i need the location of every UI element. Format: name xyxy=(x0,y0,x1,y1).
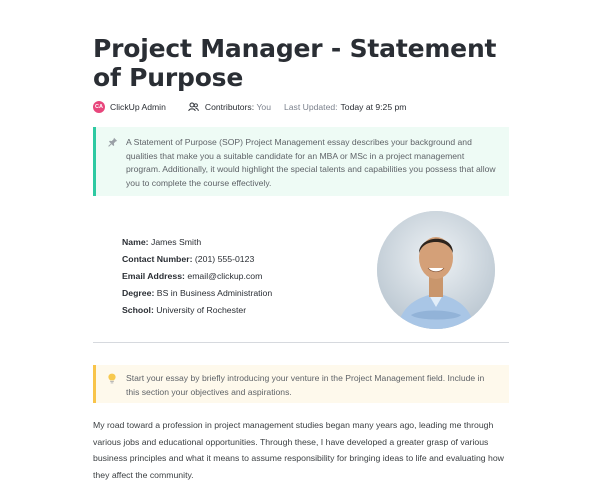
contributors-icon xyxy=(188,101,200,113)
name-label: Name: xyxy=(122,237,149,247)
email-label: Email Address: xyxy=(122,270,185,281)
tip-callout xyxy=(93,365,509,403)
profile-details xyxy=(122,234,272,319)
profile-name-row xyxy=(122,234,272,251)
profile-photo xyxy=(377,211,495,329)
name-value: James Smith xyxy=(150,237,202,247)
profile-degree-row xyxy=(122,285,272,302)
intro-callout xyxy=(93,127,509,196)
author-avatar[interactable]: CA xyxy=(93,101,105,113)
page-title: Project Manager - Statement of Purpose xyxy=(93,34,497,92)
phone-label: Contact Number: xyxy=(122,253,193,264)
intro-callout-text: A Statement of Purpose (SOP) Project Management essay describes your background and qualities that make you a suitable candidate for an MBA or MSc in a project management program. Additionally, it would highlight the special talents and capabilities you possess that allow you to complete the course effectively. xyxy=(126,137,496,188)
profile-school-row xyxy=(122,302,272,319)
contributors-label: Contributors: xyxy=(204,102,255,112)
last-updated-label: Last Updated: xyxy=(284,102,338,112)
doc-meta xyxy=(93,100,406,114)
section-divider xyxy=(93,342,509,343)
school-value: University of Rochester xyxy=(156,304,247,315)
degree-label: Degree: xyxy=(122,287,155,298)
contributors-value: You xyxy=(256,102,271,112)
degree-value: BS in Business Administration xyxy=(156,287,273,298)
email-value: email@clickup.com xyxy=(187,270,263,281)
pushpin-icon xyxy=(108,137,119,188)
profile-phone-row xyxy=(122,251,272,268)
school-label: School: xyxy=(122,304,154,315)
last-updated-value: Today at 9:25 pm xyxy=(340,102,407,112)
essay-paragraph: My road toward a profession in project management studies began many years ago, leading me through various jobs and educational opportunities. Through these, I have developed a greater grasp of various business principles and what it means to assume responsibility for bringing ideas to life and evaluating how they affect the community. xyxy=(93,420,504,480)
author-name[interactable]: ClickUp Admin xyxy=(110,102,166,112)
profile-email-row xyxy=(122,268,272,285)
phone-value: (201) 555-0123 xyxy=(194,253,255,264)
lightbulb-icon xyxy=(108,373,119,397)
tip-callout-text: Start your essay by briefly introducing your venture in the Project Management field. Include in this section your objectives and aspirations. xyxy=(126,373,485,397)
